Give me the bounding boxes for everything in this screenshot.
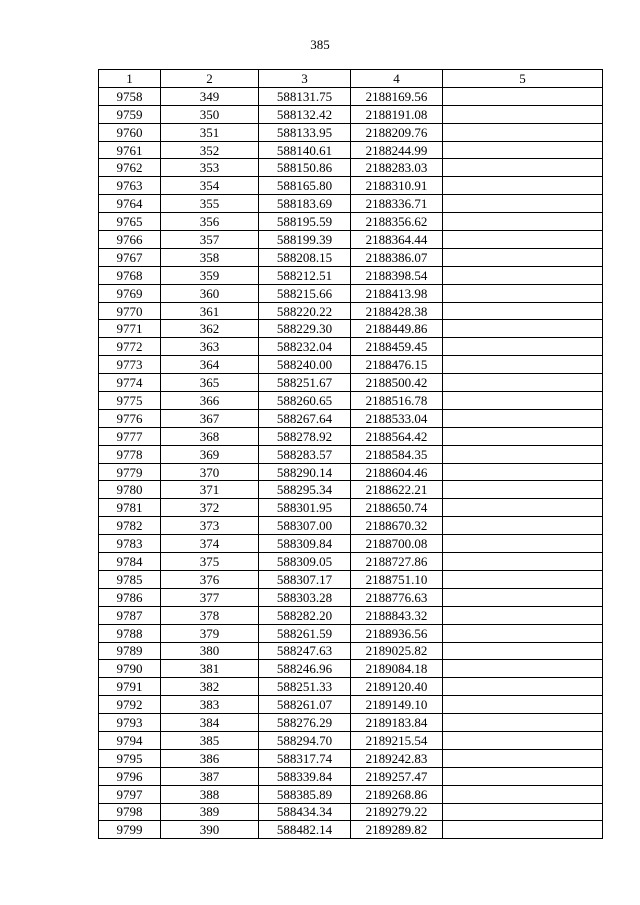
table-cell: 588434.34 xyxy=(259,803,351,821)
table-cell: 2189268.86 xyxy=(351,785,443,803)
table-cell: 2188364.44 xyxy=(351,231,443,249)
table-cell: 588276.29 xyxy=(259,714,351,732)
table-cell xyxy=(443,570,603,588)
table-cell: 9788 xyxy=(99,624,161,642)
table-cell: 2188500.42 xyxy=(351,374,443,392)
table-cell: 9792 xyxy=(99,696,161,714)
table-cell: 9785 xyxy=(99,570,161,588)
table-cell: 588247.63 xyxy=(259,642,351,660)
table-cell: 353 xyxy=(161,159,259,177)
table-cell: 376 xyxy=(161,570,259,588)
table-cell: 2188584.35 xyxy=(351,445,443,463)
table-cell: 2188476.15 xyxy=(351,356,443,374)
table-cell xyxy=(443,553,603,571)
table-cell: 588294.70 xyxy=(259,731,351,749)
table-cell: 2188843.32 xyxy=(351,606,443,624)
table-cell: 588301.95 xyxy=(259,499,351,517)
table-cell: 9777 xyxy=(99,427,161,445)
table-cell: 387 xyxy=(161,767,259,785)
table-cell: 9781 xyxy=(99,499,161,517)
table-cell: 2188428.38 xyxy=(351,302,443,320)
table-body xyxy=(99,87,603,838)
table-cell xyxy=(443,356,603,374)
table-row xyxy=(99,392,603,410)
table-cell: 373 xyxy=(161,517,259,535)
table-row xyxy=(99,213,603,231)
table-cell xyxy=(443,374,603,392)
table-cell: 389 xyxy=(161,803,259,821)
table-cell: 2188386.07 xyxy=(351,248,443,266)
table-cell: 366 xyxy=(161,392,259,410)
table-cell: 9797 xyxy=(99,785,161,803)
column-header: 4 xyxy=(351,70,443,88)
table-cell: 588309.05 xyxy=(259,553,351,571)
table-cell: 9770 xyxy=(99,302,161,320)
table-cell: 370 xyxy=(161,463,259,481)
table-cell: 9778 xyxy=(99,445,161,463)
column-header: 5 xyxy=(443,70,603,88)
table-cell: 9779 xyxy=(99,463,161,481)
table-row xyxy=(99,785,603,803)
table-cell: 2189215.54 xyxy=(351,731,443,749)
table-cell: 9784 xyxy=(99,553,161,571)
table-cell xyxy=(443,749,603,767)
table-cell xyxy=(443,159,603,177)
table-cell: 588339.84 xyxy=(259,767,351,785)
table-cell: 2188936.56 xyxy=(351,624,443,642)
table-cell: 361 xyxy=(161,302,259,320)
table-cell xyxy=(443,231,603,249)
page-number: 385 xyxy=(310,37,330,52)
table-cell: 357 xyxy=(161,231,259,249)
table-cell: 371 xyxy=(161,481,259,499)
table-cell: 2188533.04 xyxy=(351,409,443,427)
table-cell: 9758 xyxy=(99,87,161,105)
table-cell: 9786 xyxy=(99,588,161,606)
table-cell: 374 xyxy=(161,535,259,553)
table-cell: 354 xyxy=(161,177,259,195)
table-row xyxy=(99,105,603,123)
table-cell: 2188169.56 xyxy=(351,87,443,105)
table-cell xyxy=(443,409,603,427)
table-cell xyxy=(443,392,603,410)
table-cell: 588385.89 xyxy=(259,785,351,803)
table-cell: 588215.66 xyxy=(259,284,351,302)
table-cell: 588150.86 xyxy=(259,159,351,177)
table-cell: 9780 xyxy=(99,481,161,499)
table-cell: 2188670.32 xyxy=(351,517,443,535)
table-cell: 588183.69 xyxy=(259,195,351,213)
table-cell: 2188727.86 xyxy=(351,553,443,571)
table-cell: 588132.42 xyxy=(259,105,351,123)
table-cell: 9764 xyxy=(99,195,161,213)
table-cell xyxy=(443,266,603,284)
table-cell: 2188516.78 xyxy=(351,392,443,410)
table-row xyxy=(99,767,603,785)
table-cell: 588199.39 xyxy=(259,231,351,249)
table-cell: 588290.14 xyxy=(259,463,351,481)
table-cell: 349 xyxy=(161,87,259,105)
table-cell: 2189025.82 xyxy=(351,642,443,660)
table-row xyxy=(99,714,603,732)
table-row xyxy=(99,821,603,839)
table-cell: 367 xyxy=(161,409,259,427)
table-cell xyxy=(443,87,603,105)
table-cell: 358 xyxy=(161,248,259,266)
table-row xyxy=(99,803,603,821)
table-row xyxy=(99,231,603,249)
table-cell: 2188751.10 xyxy=(351,570,443,588)
table-row xyxy=(99,284,603,302)
table-cell: 372 xyxy=(161,499,259,517)
table-cell: 9775 xyxy=(99,392,161,410)
table-row xyxy=(99,749,603,767)
table-cell xyxy=(443,141,603,159)
table-cell: 386 xyxy=(161,749,259,767)
table-cell: 2189279.22 xyxy=(351,803,443,821)
table-cell: 2188209.76 xyxy=(351,123,443,141)
table-cell: 379 xyxy=(161,624,259,642)
table-cell xyxy=(443,463,603,481)
table-cell xyxy=(443,660,603,678)
table-cell: 2188776.63 xyxy=(351,588,443,606)
table-cell xyxy=(443,535,603,553)
table-cell: 588278.92 xyxy=(259,427,351,445)
table-cell: 9765 xyxy=(99,213,161,231)
table-cell: 588260.65 xyxy=(259,392,351,410)
table-cell: 588195.59 xyxy=(259,213,351,231)
table-cell: 2188700.08 xyxy=(351,535,443,553)
table-row xyxy=(99,87,603,105)
table-cell: 588229.30 xyxy=(259,320,351,338)
table-cell xyxy=(443,481,603,499)
table-cell: 588240.00 xyxy=(259,356,351,374)
table-row xyxy=(99,463,603,481)
table-cell: 588283.57 xyxy=(259,445,351,463)
table-row xyxy=(99,266,603,284)
table-cell: 2188604.46 xyxy=(351,463,443,481)
table-cell xyxy=(443,213,603,231)
table-cell xyxy=(443,302,603,320)
table-cell: 2189257.47 xyxy=(351,767,443,785)
table-cell: 588307.17 xyxy=(259,570,351,588)
table-cell: 588140.61 xyxy=(259,141,351,159)
table-cell: 588220.22 xyxy=(259,302,351,320)
table-row xyxy=(99,409,603,427)
table-cell: 9776 xyxy=(99,409,161,427)
table-cell xyxy=(443,714,603,732)
table-row xyxy=(99,553,603,571)
table-cell: 9796 xyxy=(99,767,161,785)
table-cell xyxy=(443,588,603,606)
table-cell xyxy=(443,427,603,445)
table-cell: 369 xyxy=(161,445,259,463)
table-cell: 588212.51 xyxy=(259,266,351,284)
table-row xyxy=(99,642,603,660)
table-cell: 360 xyxy=(161,284,259,302)
table-cell: 2189289.82 xyxy=(351,821,443,839)
table-cell: 9794 xyxy=(99,731,161,749)
table-cell: 356 xyxy=(161,213,259,231)
table-cell: 2188244.99 xyxy=(351,141,443,159)
table-cell: 9771 xyxy=(99,320,161,338)
table-cell: 351 xyxy=(161,123,259,141)
table-cell: 9799 xyxy=(99,821,161,839)
table-cell: 385 xyxy=(161,731,259,749)
table-header-row xyxy=(99,70,603,88)
table-cell xyxy=(443,445,603,463)
table-cell: 9766 xyxy=(99,231,161,249)
table-cell xyxy=(443,606,603,624)
table-cell: 588309.84 xyxy=(259,535,351,553)
table-cell: 9760 xyxy=(99,123,161,141)
table-cell: 2188398.54 xyxy=(351,266,443,284)
table-cell: 2188336.71 xyxy=(351,195,443,213)
table-cell xyxy=(443,731,603,749)
table-row xyxy=(99,374,603,392)
table-cell xyxy=(443,320,603,338)
coordinates-table xyxy=(98,69,603,839)
table-cell xyxy=(443,123,603,141)
table-row xyxy=(99,159,603,177)
table-row xyxy=(99,731,603,749)
table-cell: 2188449.86 xyxy=(351,320,443,338)
table-cell: 2188356.62 xyxy=(351,213,443,231)
table-cell: 9761 xyxy=(99,141,161,159)
table-cell: 350 xyxy=(161,105,259,123)
table-row xyxy=(99,302,603,320)
table-cell: 588261.07 xyxy=(259,696,351,714)
table-cell xyxy=(443,499,603,517)
table-cell: 9762 xyxy=(99,159,161,177)
table-cell: 383 xyxy=(161,696,259,714)
table-cell: 2188283.03 xyxy=(351,159,443,177)
table-cell: 9774 xyxy=(99,374,161,392)
table-cell: 588317.74 xyxy=(259,749,351,767)
table-cell: 9772 xyxy=(99,338,161,356)
table-cell: 363 xyxy=(161,338,259,356)
table-cell xyxy=(443,696,603,714)
table-cell: 9759 xyxy=(99,105,161,123)
table-row xyxy=(99,606,603,624)
table-row xyxy=(99,320,603,338)
table-cell xyxy=(443,177,603,195)
column-header: 1 xyxy=(99,70,161,88)
table-cell: 377 xyxy=(161,588,259,606)
table-row xyxy=(99,427,603,445)
table-cell: 2188564.42 xyxy=(351,427,443,445)
table-cell xyxy=(443,821,603,839)
table-cell: 364 xyxy=(161,356,259,374)
table-row xyxy=(99,499,603,517)
table-cell: 9798 xyxy=(99,803,161,821)
table-cell: 2189149.10 xyxy=(351,696,443,714)
table-cell: 375 xyxy=(161,553,259,571)
table-row xyxy=(99,696,603,714)
table-cell: 2188650.74 xyxy=(351,499,443,517)
table-cell: 2188191.08 xyxy=(351,105,443,123)
table-row xyxy=(99,177,603,195)
table-cell: 362 xyxy=(161,320,259,338)
table-cell: 9763 xyxy=(99,177,161,195)
table-cell xyxy=(443,624,603,642)
table-row xyxy=(99,535,603,553)
table-cell xyxy=(443,195,603,213)
table-row xyxy=(99,588,603,606)
table-cell: 359 xyxy=(161,266,259,284)
table-cell: 378 xyxy=(161,606,259,624)
table-cell xyxy=(443,338,603,356)
table-cell: 588131.75 xyxy=(259,87,351,105)
table-row xyxy=(99,517,603,535)
table-cell: 2188622.21 xyxy=(351,481,443,499)
table-cell: 588307.00 xyxy=(259,517,351,535)
column-header: 3 xyxy=(259,70,351,88)
table-cell: 9790 xyxy=(99,660,161,678)
table-cell: 365 xyxy=(161,374,259,392)
table-cell xyxy=(443,785,603,803)
table-cell xyxy=(443,517,603,535)
table-cell: 588251.67 xyxy=(259,374,351,392)
table-cell: 368 xyxy=(161,427,259,445)
table-cell: 9782 xyxy=(99,517,161,535)
table-cell: 588282.20 xyxy=(259,606,351,624)
table-row xyxy=(99,123,603,141)
table-cell: 588267.64 xyxy=(259,409,351,427)
table-cell: 380 xyxy=(161,642,259,660)
table-cell: 355 xyxy=(161,195,259,213)
table-row xyxy=(99,570,603,588)
table-cell: 9793 xyxy=(99,714,161,732)
table-row xyxy=(99,338,603,356)
table-cell: 382 xyxy=(161,678,259,696)
table-cell: 2189242.83 xyxy=(351,749,443,767)
table-row xyxy=(99,248,603,266)
table-cell: 588246.96 xyxy=(259,660,351,678)
table-cell: 588165.80 xyxy=(259,177,351,195)
table-cell: 388 xyxy=(161,785,259,803)
table-row xyxy=(99,481,603,499)
table-cell xyxy=(443,678,603,696)
table-cell: 2189183.84 xyxy=(351,714,443,732)
table-cell: 588251.33 xyxy=(259,678,351,696)
table-cell xyxy=(443,248,603,266)
table-cell xyxy=(443,105,603,123)
table-cell: 9769 xyxy=(99,284,161,302)
table-cell: 588232.04 xyxy=(259,338,351,356)
table-cell: 588261.59 xyxy=(259,624,351,642)
table-cell: 9767 xyxy=(99,248,161,266)
table-row xyxy=(99,356,603,374)
table-cell: 9791 xyxy=(99,678,161,696)
table-row xyxy=(99,660,603,678)
table-cell: 9789 xyxy=(99,642,161,660)
table-cell xyxy=(443,767,603,785)
column-header: 2 xyxy=(161,70,259,88)
table-cell: 588208.15 xyxy=(259,248,351,266)
table-cell xyxy=(443,642,603,660)
table-cell: 588295.34 xyxy=(259,481,351,499)
table-cell: 384 xyxy=(161,714,259,732)
table-cell: 9768 xyxy=(99,266,161,284)
table-cell: 2188310.91 xyxy=(351,177,443,195)
table-row xyxy=(99,195,603,213)
table-cell: 2188459.45 xyxy=(351,338,443,356)
table-cell: 390 xyxy=(161,821,259,839)
table-cell: 9795 xyxy=(99,749,161,767)
table-row xyxy=(99,141,603,159)
table-cell xyxy=(443,803,603,821)
table-row xyxy=(99,445,603,463)
table-cell: 588482.14 xyxy=(259,821,351,839)
table-cell: 9787 xyxy=(99,606,161,624)
table-cell: 2189084.18 xyxy=(351,660,443,678)
table-cell xyxy=(443,284,603,302)
table-row xyxy=(99,678,603,696)
table-cell: 2188413.98 xyxy=(351,284,443,302)
table-cell: 588133.95 xyxy=(259,123,351,141)
table-row xyxy=(99,624,603,642)
table-cell: 352 xyxy=(161,141,259,159)
table-cell: 9773 xyxy=(99,356,161,374)
table-cell: 588303.28 xyxy=(259,588,351,606)
table-cell: 381 xyxy=(161,660,259,678)
table-cell: 9783 xyxy=(99,535,161,553)
table-cell: 2189120.40 xyxy=(351,678,443,696)
